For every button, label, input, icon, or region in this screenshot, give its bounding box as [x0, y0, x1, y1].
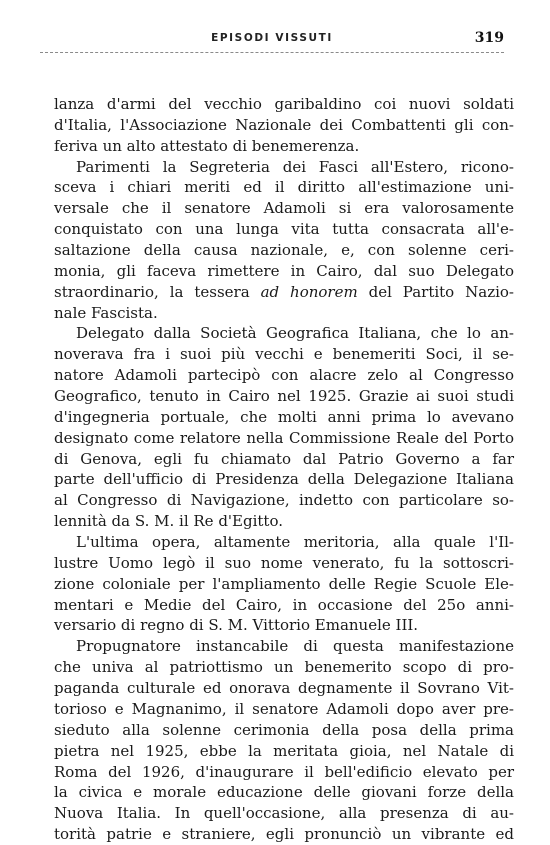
text-line: conquistato con una lunga vita tutta consacrata all'e- — [54, 220, 514, 239]
page-number: 319 — [474, 30, 504, 46]
text-line: che univa al patriottismo un benemerito scopo di pro- — [54, 658, 514, 677]
text-line: Propugnatore instancabile di questa manifestazione — [76, 637, 514, 656]
text-line: d'ingegneria portuale, che molti anni prima lo avevano — [54, 407, 514, 426]
text-line: designato come relatore nella Commissione Reale del Porto — [54, 428, 514, 447]
text-line: versale che il senatore Adamoli si era valorosamente — [54, 199, 514, 218]
text-line: sieduto alla solenne cerimonia della posa della prima — [54, 720, 514, 739]
text-segment: del Partito Nazio- — [357, 282, 514, 301]
text-line: mentari e Medie del Cairo, in occasione del 25o anni- — [54, 595, 514, 614]
text-line: d'Italia, l'Associazione Nazionale dei Combattenti gli con- — [54, 115, 514, 134]
text-segment: straordinario, la tessera — [54, 282, 261, 301]
text-line: versario di regno di S. M. Vittorio Emanuele III. — [54, 616, 419, 635]
text-line: L'ultima opera, altamente meritoria, alla quale l'Il- — [76, 533, 514, 552]
text-line: sceva i chiari meriti ed il diritto all'estimazione uni- — [54, 178, 514, 197]
header-divider — [40, 52, 504, 53]
text-line: torioso e Magnanimo, il senatore Adamoli dopo aver pre- — [54, 699, 514, 718]
body-text — [54, 94, 514, 845]
text-line-with-italic — [54, 282, 514, 303]
text-line: feriva un alto attestato di benemerenza. — [54, 136, 360, 155]
running-head — [40, 30, 504, 52]
text-line: lennità da S. M. il Re d'Egitto. — [54, 512, 283, 531]
text-line: Parimenti la Segreteria dei Fasci all'Estero, ricono- — [76, 157, 514, 176]
running-head-title: EPISODI VISSUTI — [211, 32, 333, 44]
text-line: parte dell'ufficio di Presidenza della Delegazione Italiana — [54, 470, 514, 489]
text-line: natore Adamoli partecipò con alacre zelo al Congresso — [54, 366, 514, 385]
text-line: nale Fascista. — [54, 303, 158, 322]
text-line: di Genova, egli fu chiamato dal Patrio Governo a far — [54, 449, 514, 468]
text-line: saltazione della causa nazionale, e, con solenne ceri- — [54, 241, 514, 260]
text-line: Delegato dalla Società Geografica Italiana, che lo an- — [76, 324, 514, 343]
text-line: zione coloniale per l'ampliamento delle Regie Scuole Ele- — [54, 574, 514, 593]
text-line: lustre Uomo legò il suo nome venerato, fu la sottoscri- — [54, 553, 514, 572]
text-line: lanza d'armi del vecchio garibaldino coi nuovi soldati — [54, 95, 514, 113]
text-line: noverava fra i suoi più vecchi e benemeriti Soci, il se- — [54, 345, 514, 364]
italic-phrase: ad honorem — [260, 282, 358, 301]
text-line: paganda culturale ed onorava degnamente il Sovrano Vit- — [54, 679, 514, 698]
text-line: monia, gli faceva rimettere in Cairo, dal suo Delegato — [54, 261, 514, 280]
text-line: al Congresso di Navigazione, indetto con particolare so- — [54, 491, 514, 510]
text-line: Geografico, tenuto in Cairo nel 1925. Grazie ai suoi studi — [54, 387, 514, 406]
text-line: Roma del 1926, d'inaugurare il bell'edificio elevato per — [54, 762, 514, 781]
text-line: pietra nel 1925, ebbe la meritata gioia, nel Natale di — [54, 741, 514, 760]
text-line: torità patrie e straniere, egli pronunciò un vibrante ed — [54, 825, 514, 844]
text-line: la civica e morale educazione delle giovani forze della — [54, 783, 514, 802]
text-line: Nuova Italia. In quell'occasione, alla presenza di au- — [54, 804, 514, 823]
